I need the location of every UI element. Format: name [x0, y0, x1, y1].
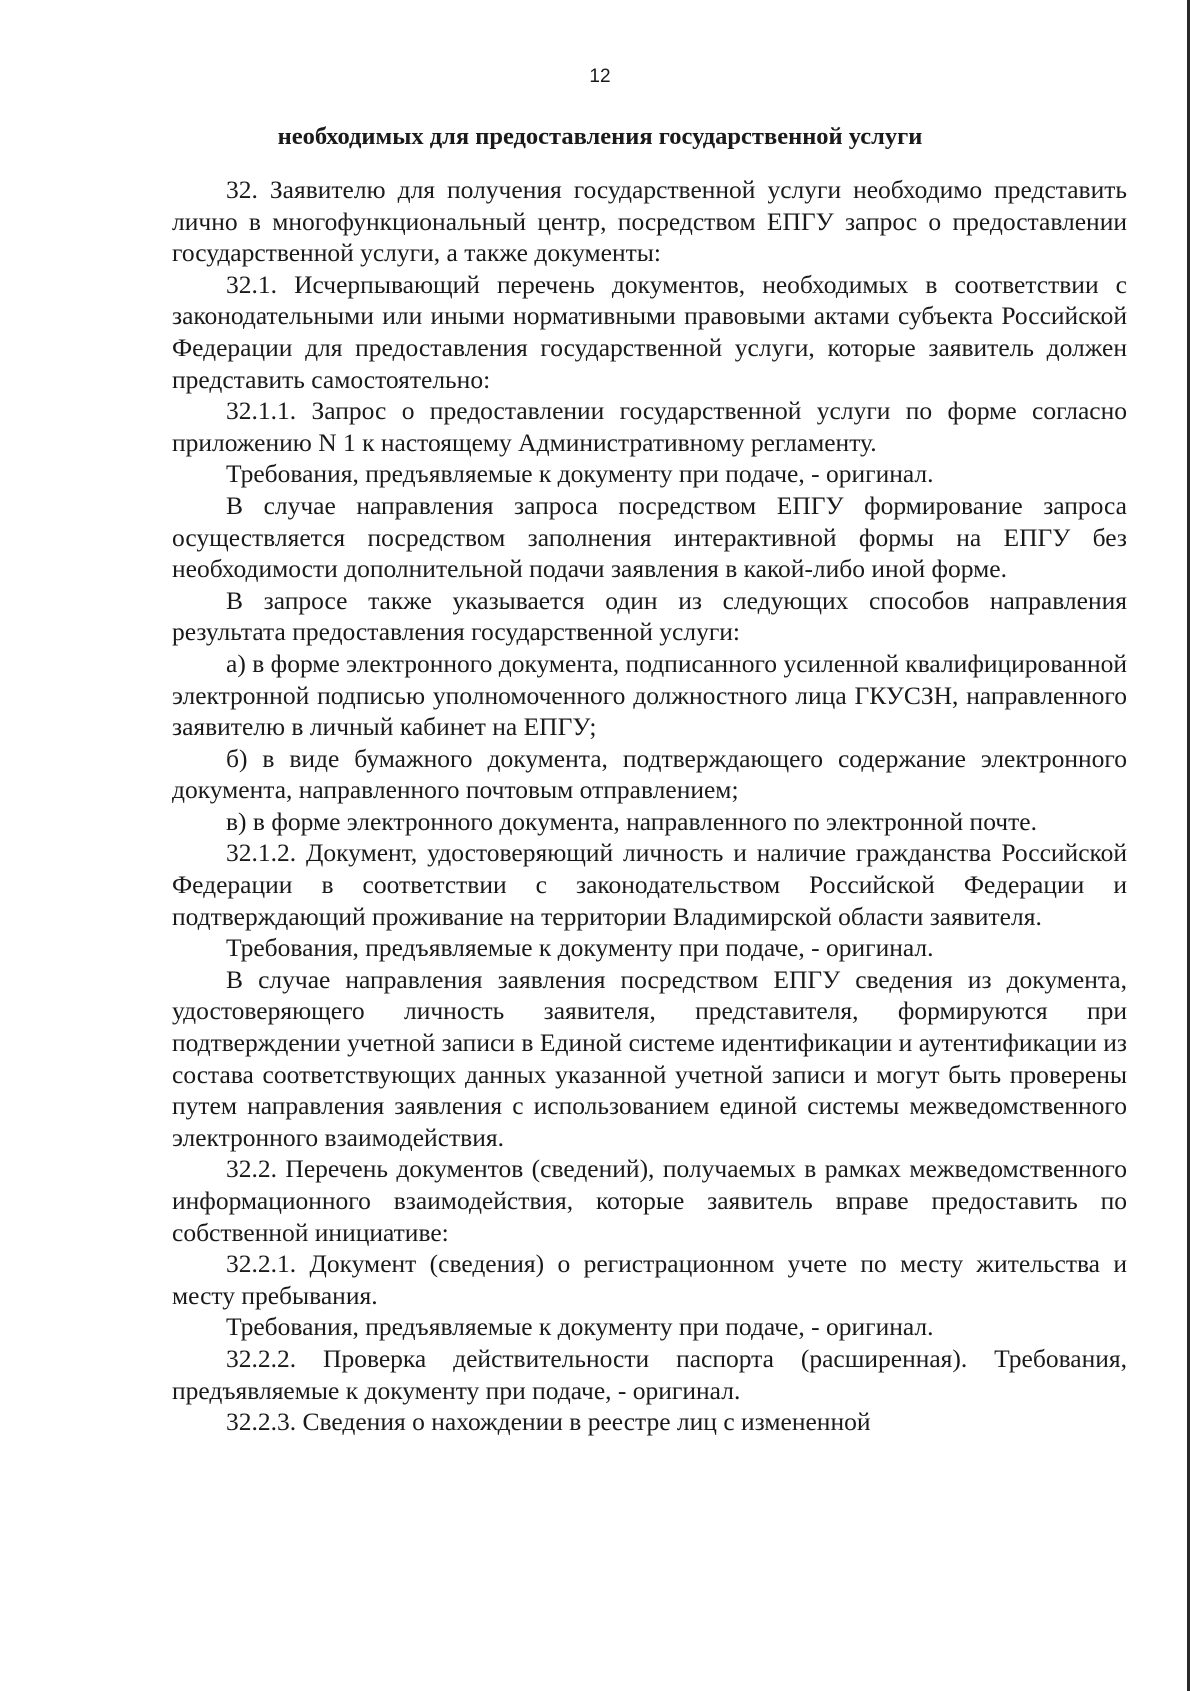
paragraph-option-b: б) в виде бумажного документа, подтверждающего содержание электронного документа, направленного почтовым отправлением;	[172, 743, 1127, 805]
paragraph-epgu-request: В случае направления запроса посредством ЕПГУ формирование запроса осуществляется посредством заполнения интерактивной формы на ЕПГУ без необходимости дополнительной подачи заявления в какой-либо иной форме.	[172, 490, 1127, 584]
paragraph-32-2: 32.2. Перечень документов (сведений), получаемых в рамках межведомственного информационного взаимодействия, которые заявитель вправе предоставить по собственной инициативе:	[172, 1154, 1127, 1247]
paragraph-32-1: 32.1. Исчерпывающий перечень документов, необходимых в соответствии с законодательными или иными нормативными правовыми актами субъекта Российской Федерации для предоставления государственной услуги, которые заявитель должен представить самостоятельно:	[172, 269, 1127, 394]
paragraph-requirements-1: Требования, предъявляемые к документу при подаче, - оригинал.	[226, 459, 934, 489]
page-number: 12	[589, 66, 611, 87]
paragraph-requirements-3: Требования, предъявляемые к документу при подаче, - оригинал.	[226, 1312, 934, 1342]
paragraph-epgu-identity: В случае направления заявления посредством ЕПГУ сведения из документа, удостоверяющего личность заявителя, представителя, формируются при подтверждении учетной записи в Единой системе идентификации и аутентификации из состава соответствующих данных указанной учетной записи и могут быть проверены путем направления заявления с использованием единой системы межведомственного электронного взаимодействия.	[172, 964, 1127, 1152]
paragraph-option-c: в) в форме электронного документа, направленного по электронной почте.	[226, 806, 1037, 836]
paragraph-requirements-2: Требования, предъявляемые к документу при подаче, - оригинал.	[226, 933, 934, 963]
paragraph-result-methods: В запросе также указывается один из следующих способов направления результата предоставления государственной услуги:	[172, 585, 1127, 647]
section-heading: необходимых для предоставления государственной услуги	[277, 123, 923, 150]
paragraph-32-1-1: 32.1.1. Запрос о предоставлении государственной услуги по форме согласно приложению N 1 к настоящему Административному регламенту.	[172, 396, 1127, 457]
paragraph-option-a: а) в форме электронного документа, подписанного усиленной квалифицированной электронной подписью уполномоченного должностного лица ГКУСЗН, направленного заявителю в личный кабинет на ЕПГУ;	[172, 648, 1127, 742]
paragraph-32-2-1: 32.2.1. Документ (сведения) о регистрационном учете по месту жительства и месту пребывания.	[172, 1249, 1127, 1310]
paragraph-32-2-2: 32.2.2. Проверка действительности паспорта (расширенная). Требования, предъявляемые к документу при подаче, - оригинал.	[172, 1343, 1127, 1405]
scan-edge-line	[1187, 0, 1190, 1691]
paragraph-32: 32. Заявителю для получения государственной услуги необходимо представить лично в многофункциональный центр, посредством ЕПГУ запрос о предоставлении государственной услуги, а также документы:	[172, 175, 1127, 268]
document-body	[172, 174, 1127, 1438]
paragraph-32-2-3: 32.2.3. Сведения о нахождении в реестре лиц с измененной	[226, 1407, 871, 1437]
paragraph-32-1-2: 32.1.2. Документ, удостоверяющий личность и наличие гражданства Российской Федерации в соответствии с законодательством Российской Федерации и подтверждающий проживание на территории Владимирской области заявителя.	[172, 838, 1127, 931]
